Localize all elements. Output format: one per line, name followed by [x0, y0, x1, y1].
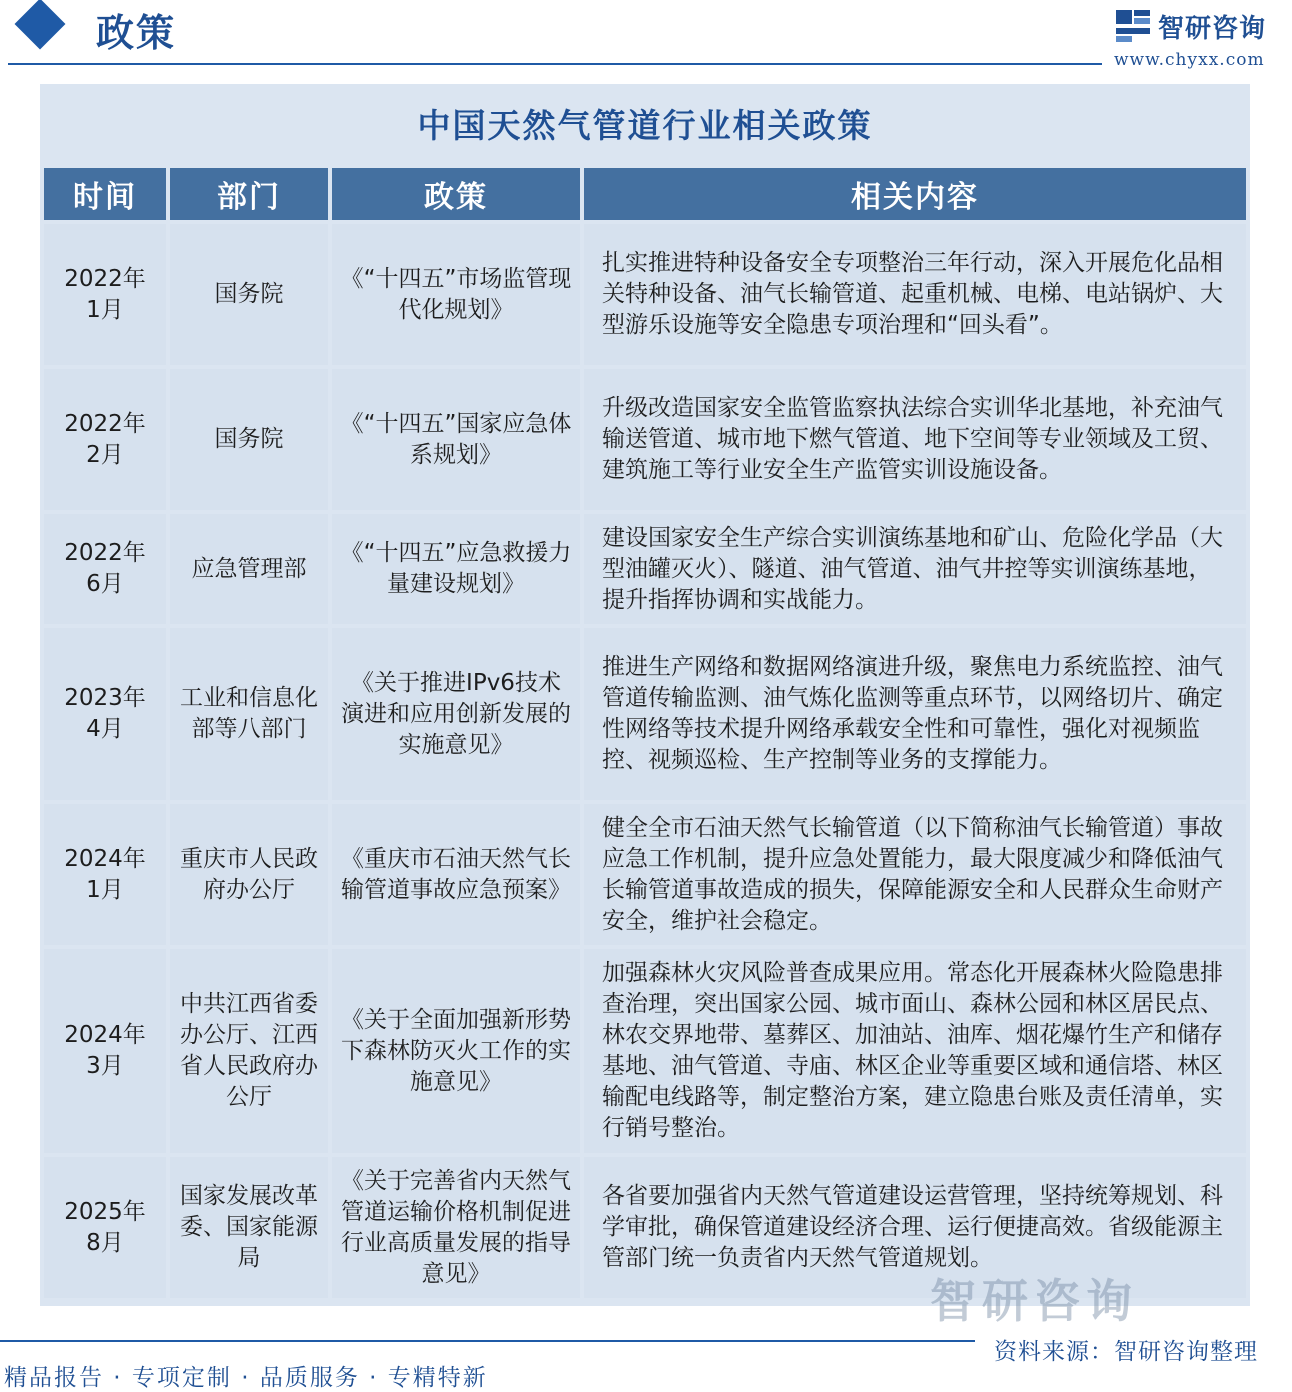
footer-divider	[0, 1340, 975, 1342]
dept-cell: 国家发展改革委、国家能源局	[170, 1157, 328, 1298]
content-cell: 扎实推进特种设备安全专项整治三年行动，深入开展危化品相关特种设备、油气长输管道、起重机械、电梯、电站锅炉、大型游乐设施等安全隐患专项治理和“回头看”。	[584, 224, 1246, 365]
policy-cell: 《“十四五”国家应急体系规划》	[332, 369, 580, 510]
table-row	[44, 804, 1246, 945]
content-cell: 加强森林火灾风险普查成果应用。常态化开展森林火险隐患排查治理，突出国家公园、城市面山、森林公园和林区居民点、林农交界地带、墓葬区、加油站、油库、烟花爆竹生产和储存基地、油气管道、寺庙、林区企业等重要区域和通信塔、林区输配电线路等，制定整治方案，建立隐患台账及责任清单，实行销号整治。	[584, 949, 1246, 1153]
content-cell: 健全全市石油天然气长输管道（以下简称油气长输管道）事故应急工作机制，提升应急处置能力，最大限度减少和降低油气长输管道事故造成的损失，保障能源安全和人民群众生命财产安全，维护社会稳定。	[584, 804, 1246, 945]
time-cell: 2024年 1月	[44, 804, 166, 945]
brand-url[interactable]: www.chyxx.com	[1114, 50, 1265, 70]
header-dept: 部门	[170, 168, 328, 220]
header-content: 相关内容	[584, 168, 1246, 220]
header-time: 时间	[44, 168, 166, 220]
page-title: 政策	[96, 10, 177, 55]
dept-cell: 重庆市人民政府办公厅	[170, 804, 328, 945]
policy-cell: 《关于完善省内天然气管道运输价格机制促进行业高质量发展的指导意见》	[332, 1157, 580, 1298]
policy-cell: 《重庆市石油天然气长输管道事故应急预案》	[332, 804, 580, 945]
time-cell: 2022年 2月	[44, 369, 166, 510]
source-note: 资料来源：智研咨询整理	[994, 1339, 1258, 1365]
content-cell: 推进生产网络和数据网络演进升级，聚焦电力系统监控、油气管道传输监测、油气炼化监测等重点环节，以网络切片、确定性网络等技术提升网络承载安全性和可靠性，强化对视频监控、视频巡检、生产控制等业务的支撑能力。	[584, 628, 1246, 800]
time-cell: 2024年 3月	[44, 949, 166, 1153]
content-cell: 各省要加强省内天然气管道建设运营管理，坚持统筹规划、科学审批，确保管道建设经济合理、运行便捷高效。省级能源主管部门统一负责省内天然气管道规划。	[584, 1157, 1246, 1298]
policy-card	[40, 84, 1250, 1306]
dept-cell: 工业和信息化部等八部门	[170, 628, 328, 800]
brand	[1114, 6, 1284, 70]
dept-cell: 应急管理部	[170, 514, 328, 624]
time-cell: 2025年 8月	[44, 1157, 166, 1298]
policy-cell: 《关于全面加强新形势下森林防灭火工作的实施意见》	[332, 949, 580, 1153]
table-title: 中国天然气管道行业相关政策	[417, 106, 873, 145]
table-row	[44, 949, 1246, 1153]
page-header	[0, 0, 1292, 70]
brand-name: 智研咨询	[1158, 14, 1267, 44]
dept-cell: 国务院	[170, 224, 328, 365]
policy-cell: 《关于推进IPv6技术演进和应用创新发展的实施意见》	[332, 628, 580, 800]
diamond-icon	[15, 0, 66, 49]
policy-cell: 《“十四五”应急救援力量建设规划》	[332, 514, 580, 624]
table-row	[44, 224, 1246, 365]
header-policy: 政策	[332, 168, 580, 220]
table-row	[44, 628, 1246, 800]
dept-cell: 国务院	[170, 369, 328, 510]
time-cell: 2023年 4月	[44, 628, 166, 800]
slogan: 精品报告 · 专项定制 · 品质服务 · 专精特新	[4, 1365, 488, 1391]
table-header-row	[44, 168, 1246, 220]
dept-cell: 中共江西省委办公厅、江西省人民政府办公厅	[170, 949, 328, 1153]
policy-cell: 《“十四五”市场监管现代化规划》	[332, 224, 580, 365]
watermark-logo: 智研咨询	[930, 1274, 1138, 1328]
header-divider	[8, 63, 1102, 65]
policy-table	[40, 164, 1250, 1302]
time-cell: 2022年 1月	[44, 224, 166, 365]
table-row	[44, 514, 1246, 624]
table-row	[44, 369, 1246, 510]
time-cell: 2022年 6月	[44, 514, 166, 624]
brand-logo-icon	[1114, 8, 1154, 44]
content-cell: 建设国家安全生产综合实训演练基地和矿山、危险化学品（大型油罐灭火）、隧道、油气管道、油气井控等实训演练基地，提升指挥协调和实战能力。	[584, 514, 1246, 624]
content-cell: 升级改造国家安全监管监察执法综合实训华北基地，补充油气输送管道、城市地下燃气管道、地下空间等专业领域及工贸、建筑施工等行业安全生产监管实训设施设备。	[584, 369, 1246, 510]
